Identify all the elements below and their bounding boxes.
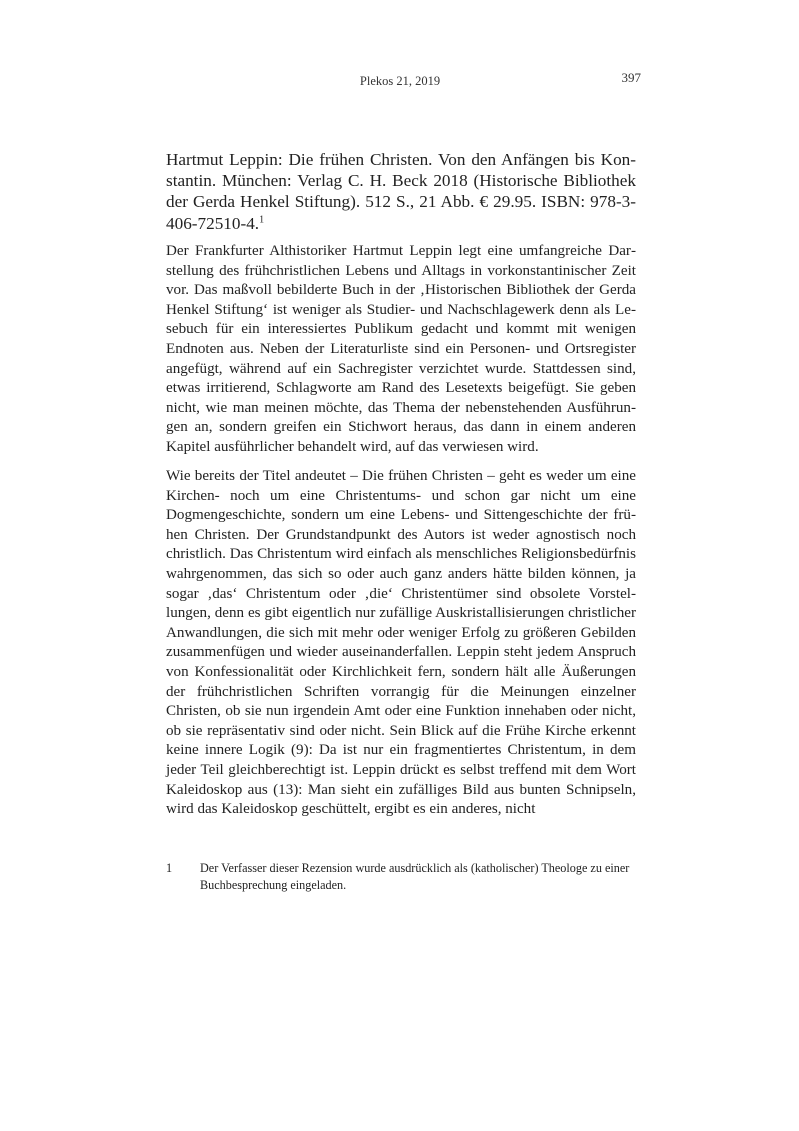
running-head: Plekos 21, 2019 [359, 74, 441, 88]
paragraph: Wie bereits der Titel andeutet – Die frühen Christen – geht es weder um eine Kirchen- noch um eine Christentums- und schon gar nicht um eine Dogmengeschichte, sondern um eine Lebens- und Sittengeschichte der frühen Christen. Der Grundstandpunkt des Autors ist weder agnostisch noch christlich. Das Christentum wird einfach als menschliches Religionsbedürfnis wahrgenommen, das sich so oder auch ganz anders hätte bilden können, ja sogar ‚das‘ Christentum oder ‚die‘ Christentümer sind obsolete Vorstellungen, denn es gibt eigentlich nur zufällige Auskristallisierungen christlicher Anwandlungen, die sich mit mehr oder weniger Erfolg zu größeren Gebilden zusammenfügen und wieder auseinanderfallen. Leppin steht jedem Anspruch von Konfessionalität oder Kirchlichkeit fern, sondern hält alle Äußerungen der frühchristlichen Schriften vorrangig für die Meinungen einzelner Christen, ob sie nun irgendein Amt oder eine Funktion innehaben oder nicht, ob sie repräsentativ sind oder nicht. Sein Blick auf die Frühe Kirche erkennt keine innere Logik (9): Da ist nur ein fragmentiertes Christentum, in dem jeder Teil gleichberechtigt ist. Leppin drückt es selbst treffend mit dem Wort Kaleidoskop aus (13): Man sieht ein zufälliges Bild aus bunten Schnipseln, wird das Kaleidoskop geschüttelt, ergibt es ein anderes, nicht [166, 468, 636, 818]
review-title [166, 149, 636, 234]
footnote [166, 860, 636, 893]
paragraph: Der Frankfurter Althistoriker Hartmut Leppin legt eine umfangreiche Darstellung des frühchristlichen Lebens und Alltags in vorkonstantinischer Zeit vor. Das maßvoll bebilderte Buch in der ‚Historischen Bibliothek der Gerda Henkel Stiftung‘ ist weniger als Studier- und Nachschlagewerk denn als Lesebuch für ein interessiertes Publikum gedacht und kommt mit wenigen Endnoten aus. Neben der Literaturliste sind ein Personen- und Ortsregister angefügt, während auf ein Sachregister verzichtet wurde. Stattdessen sind, etwas irritierend, Schlagworte am Rand des Lesetexts beigefügt. Sie geben nicht, wie man meinen möchte, das Thema der nebenstehenden Ausführungen an, sondern greifen ein Stichwort heraus, das dann in einem anderen Kapitel ausführlicher behandelt wird, auf das verwiesen wird. [166, 243, 636, 455]
footnote-number: 1 [166, 861, 173, 875]
footnote-text: Der Verfasser dieser Rezension wurde ausdrücklich als (katholischer) Theologe zu einer Buchbesprechung eingeladen. [200, 861, 630, 892]
body-text [166, 242, 636, 829]
review-title-text: Hartmut Leppin: Die frühen Christen. Von den Anfängen bis Konstantin. München: Verlag C. H. Beck 2018 (Historische Bibliothek der Gerda Henkel Stiftung). 512 S., 21 Abb. € 29.95. ISBN: 978-3-406-72510-4. [166, 150, 636, 233]
page-number: 397 [621, 70, 641, 85]
footnote-reference: 1 [259, 213, 265, 225]
